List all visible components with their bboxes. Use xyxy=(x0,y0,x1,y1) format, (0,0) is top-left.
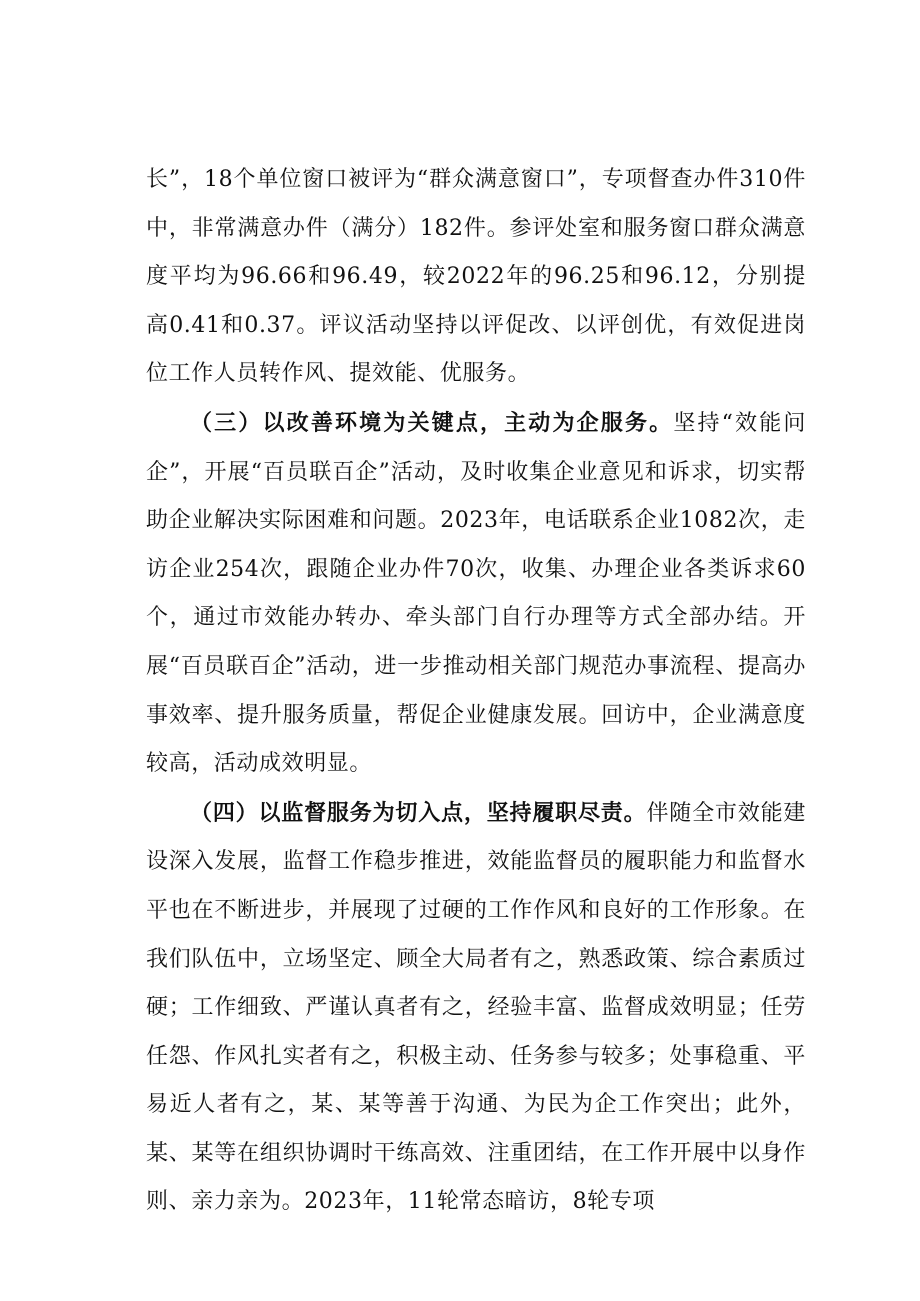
paragraph-section-four xyxy=(146,789,806,1227)
section-three-heading: （三）以改善环境为关键点，主动为企服务。 xyxy=(190,409,674,436)
document-body xyxy=(146,156,806,1227)
paragraph-1-text: 长”，18个单位窗口被评为“群众满意窗口”，专项督查办件310件中，非常满意办件（满分）182件。参评处室和服务窗口群众满意度平均为96.66和96.49，较2022年的96.25和96.12，分别提高0.41和0.37。评议活动坚持以评促改、以评创优，有效促进岗位工作人员转作风、提效能、优服务。 xyxy=(146,167,806,387)
paragraph-section-three xyxy=(146,399,806,789)
section-three-text: 坚持“效能问企”，开展“百员联百企”活动，及时收集企业意见和诉求，切实帮助企业解决实际困难和问题。2023年，电话联系企业1082次，走访企业254次，跟随企业办件70次，收集、办理企业各类诉求60个，通过市效能办转办、牵头部门自行办理等方式全部办结。开展“百员联百企”活动，进一步推动相关部门规范办事流程、提高办事效率、提升服务质量，帮促企业健康发展。回访中，企业满意度较高，活动成效明显。 xyxy=(146,410,806,777)
section-four-text: 伴随全市效能建设深入发展，监督工作稳步推进，效能监督员的履职能力和监督水平也在不断进步，并展现了过硬的工作作风和良好的工作形象。在我们队伍中，立场坚定、顾全大局者有之，熟悉政策、综合素质过硬；工作细致、严谨认真者有之，经验丰富、监督成效明显；任劳任怨、作风扎实者有之，积极主动、任务参与较多；处事稳重、平易近人者有之，某、某等善于沟通、为民为企工作突出；此外，某、某等在组织协调时干练高效、注重团结，在工作开展中以身作则、亲力亲为。2023年，11轮常态暗访，8轮专项 xyxy=(146,800,806,1215)
section-four-heading: （四）以监督服务为切入点，坚持履职尽责。 xyxy=(190,799,647,826)
paragraph-continuation xyxy=(146,156,806,399)
